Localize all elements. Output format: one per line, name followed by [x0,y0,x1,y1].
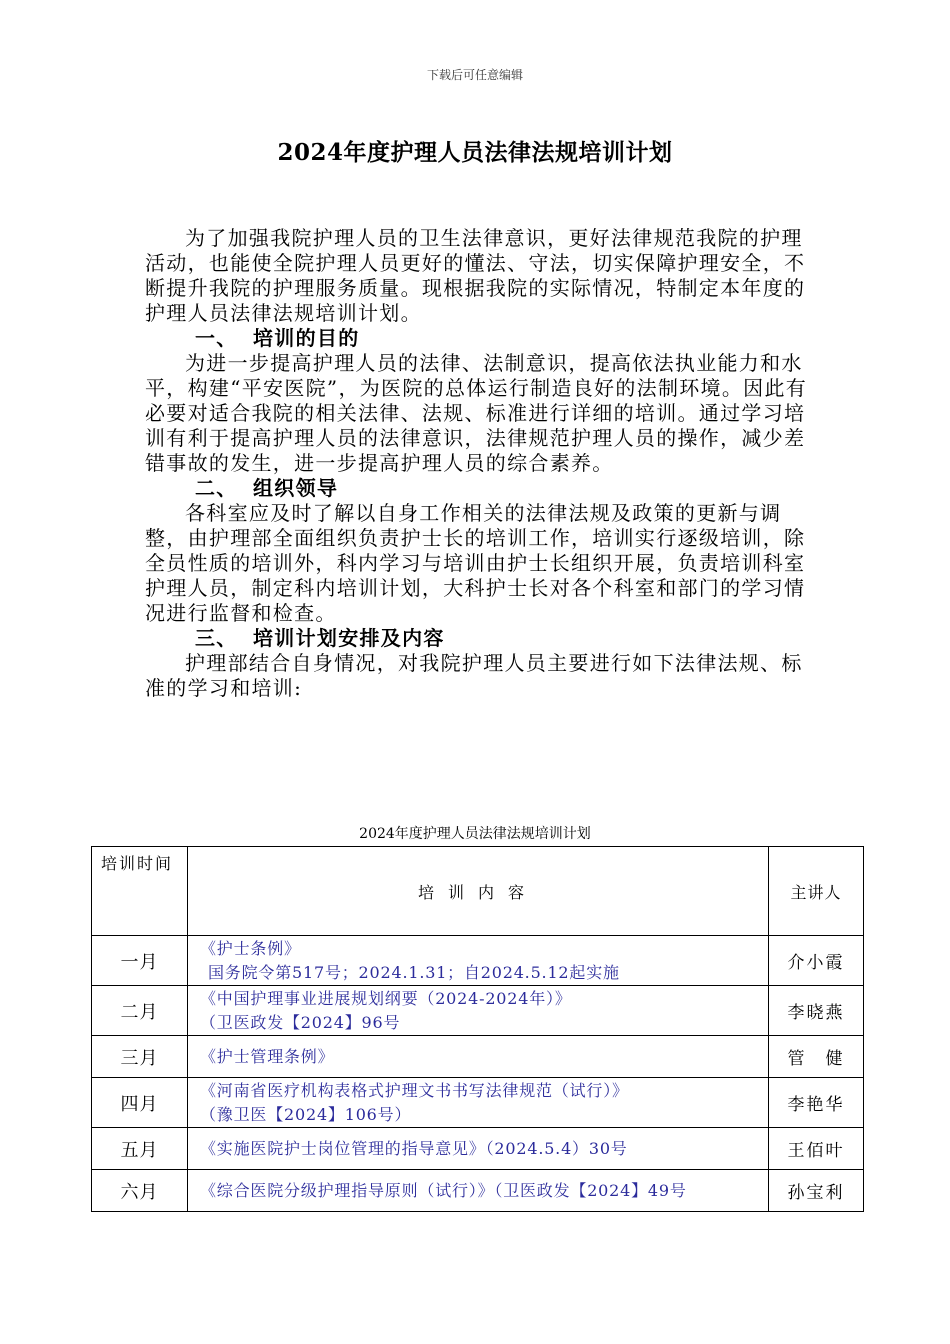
content-line: 《护士条例》 [200,938,301,958]
intro-paragraph: 为了加强我院护理人员的卫生法律意识，更好法律规范我院的护理活动，也能使全院护理人员更好的懂法、守法，切实保障护理安全，不断提升我院的护理服务质量。现根据我院的实际情况，特制定本年度的护理人员法律法规培训计划。 [145,226,806,325]
row-content [188,986,769,1036]
row-month: 三月 [92,1036,188,1078]
table-caption: 2024年度护理人员法律法规培训计划 [359,826,591,842]
row-content [188,936,769,986]
section-number: 三、 [195,626,238,650]
header-month: 培训时间 [92,847,188,936]
row-speaker: 王佰叶 [769,1128,864,1170]
section-heading-2 [145,476,813,501]
header-speaker: 主讲人 [769,847,864,936]
content-line: 《中国护理事业进展规划纲要（2024-2024年）》 [200,988,572,1008]
row-month: 二月 [92,986,188,1036]
row-month: 四月 [92,1078,188,1128]
page-header-note: 下载后可任意编辑 [426,68,523,82]
section-title: 培训计划安排及内容 [253,626,445,650]
row-speaker: 李艳华 [769,1078,864,1128]
section-paragraph-2: 各科室应及时了解以自身工作相关的法律法规及政策的更新与调整，由护理部全面组织负责护士长的培训工作，培训实行逐级培训，除全员性质的培训外，科内学习与培训由护士长组织开展，负责培训科室护理人员，制定科内培训计划，大科护士长对各个科室和部门的学习情况进行监督和检查。 [145,501,806,625]
row-content [188,1170,769,1212]
table-row [92,936,864,986]
section-number: 二、 [195,476,238,500]
row-month: 一月 [92,936,188,986]
row-speaker: 介小霞 [769,936,864,986]
table-row [92,1078,864,1128]
table-row [92,986,864,1036]
table-row [92,1170,864,1212]
document-title: 2024年度护理人员法律法规培训计划 [277,139,673,166]
row-month: 六月 [92,1170,188,1212]
section-heading-1 [145,326,813,351]
table-row [92,1128,864,1170]
content-line: 《综合医院分级护理指导原则（试行）》（卫医政发【2024】49号 [200,1180,687,1200]
section-title: 培训的目的 [253,326,360,350]
header-content: 培训内容 [188,847,769,936]
row-speaker: 孙宝利 [769,1170,864,1212]
content-line: （豫卫医【2024】106号） [200,1104,412,1124]
row-content [188,1128,769,1170]
section-paragraph-1: 为进一步提高护理人员的法律、法制意识，提高依法执业能力和水平，构建“平安医院”，为医院的总体运行制造良好的法制环境。因此有必要对适合我院的相关法律、法规、标准进行详细的培训。通过学习培训有利于提高护理人员的法律意识，法律规范护理人员的操作，减少差错事故的发生，进一步提高护理人员的综合素养。 [145,351,808,475]
section-number: 一、 [195,326,238,350]
row-content [188,1078,769,1128]
row-month: 五月 [92,1128,188,1170]
row-speaker: 李晓燕 [769,986,864,1036]
section-title: 组织领导 [253,476,339,500]
row-speaker: 管 健 [769,1036,864,1078]
content-line: 国务院令第517号；2024.1.31；自2024.5.12起实施 [208,962,620,982]
content-line: 《河南省医疗机构表格式护理文书书写法律规范（试行）》 [200,1080,629,1100]
content-line: 《护士管理条例》 [200,1046,335,1066]
table-header-row [92,847,864,936]
content-line: 《实施医院护士岗位管理的指导意见》（2024.5.4）30号 [200,1138,628,1158]
content-line: （卫医政发【2024】96号 [200,1012,401,1032]
table-row [92,1036,864,1078]
section-heading-3 [145,626,813,651]
training-plan-table [91,846,864,1212]
document-body [145,226,813,701]
row-content [188,1036,769,1078]
section-paragraph-3: 护理部结合自身情况，对我院护理人员主要进行如下法律法规、标准的学习和培训: [145,651,803,700]
